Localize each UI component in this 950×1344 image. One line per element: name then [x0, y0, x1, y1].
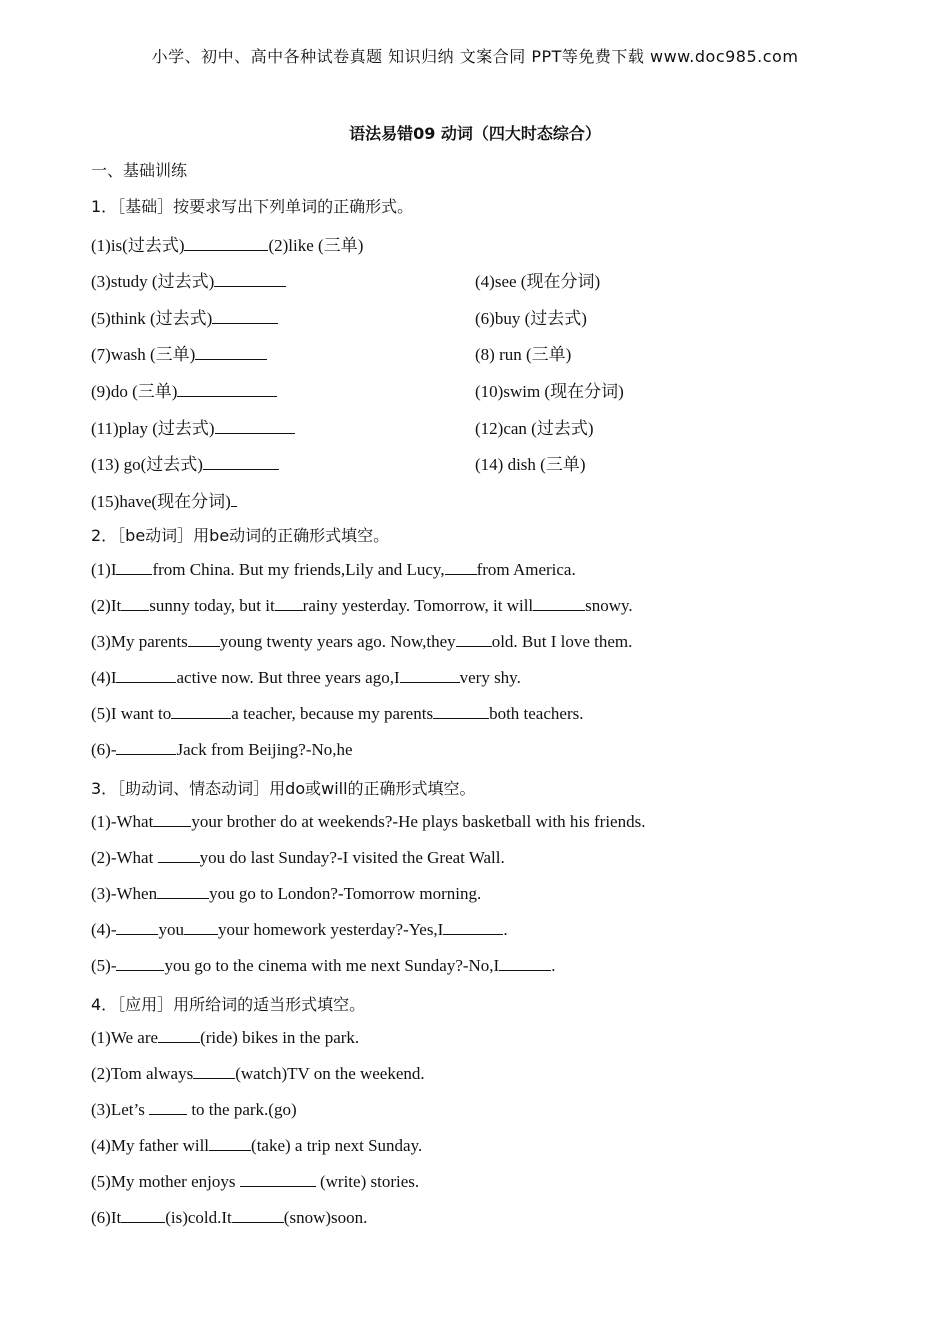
answer-blank[interactable]	[116, 560, 152, 575]
answer-blank[interactable]	[215, 419, 295, 434]
q1-item-3: (3)study (过去式)	[91, 272, 215, 291]
q2-sentence-5: (5)I want to a teacher, because my parents both teachers.	[91, 704, 584, 723]
q2-sentence-4: (4)I active now. But three years ago,I very shy.	[91, 668, 521, 687]
answer-blank[interactable]	[177, 382, 277, 397]
page-header: 小学、初中、高中各种试卷真题 知识归纳 文案合同 PPT等免费下载 www.doc985.com	[151, 47, 799, 66]
q1-item-7: (7)wash (三单)	[91, 345, 196, 364]
q1-item-9: (9)do (三单)	[91, 382, 178, 401]
q1-item-4: (4)see (现在分词)	[475, 272, 601, 291]
q2-sentence-6: (6)- Jack from Beijing?-No,he	[91, 740, 353, 759]
q4-sentence-3: (3)Let’s to the park.(go)	[91, 1100, 297, 1119]
q4-heading: 4．［应用］用所给词的适当形式填空。	[91, 995, 366, 1014]
answer-blank[interactable]	[240, 1172, 316, 1187]
q1-item-2: (2)like (三单)	[268, 236, 364, 255]
q1-item-15-line	[91, 487, 237, 512]
answer-blank[interactable]	[232, 1208, 284, 1223]
answer-blank[interactable]	[149, 1100, 187, 1115]
answer-blank[interactable]	[116, 956, 164, 971]
answer-blank[interactable]	[193, 1064, 235, 1079]
q4-sentence-6: (6)It (is)cold.It (snow)soon.	[91, 1208, 368, 1227]
answer-blank[interactable]	[433, 704, 489, 719]
q3-sentence-4: (4)- you your homework yesterday?-Yes,I .	[91, 920, 508, 939]
answer-blank[interactable]	[184, 920, 218, 935]
q1-item-12: (12)can (过去式)	[475, 419, 594, 438]
q4-sentence-1: (1)We are (ride) bikes in the park.	[91, 1028, 360, 1047]
answer-blank[interactable]	[171, 704, 231, 719]
q3-sentence-3: (3)-When you go to London?-Tomorrow morning.	[91, 884, 482, 903]
q3-heading: 3．［助动词、情态动词］用do或will的正确形式填空。	[91, 779, 476, 798]
answer-blank[interactable]	[231, 492, 237, 507]
q1-item-5: (5)think (过去式)	[91, 309, 213, 328]
q4-sentence-2: (2)Tom always (watch)TV on the weekend.	[91, 1064, 425, 1083]
answer-blank[interactable]	[184, 236, 268, 251]
q3-sentence-1: (1)-What your brother do at weekends?-He plays basketball with his friends.	[91, 812, 646, 831]
answer-blank[interactable]	[188, 632, 220, 647]
q2-sentence-1: (1)I from China. But my friends,Lily and Lucy, from America.	[91, 560, 576, 579]
q4-sentence-4: (4)My father will (take) a trip next Sunday.	[91, 1136, 423, 1155]
q1-item-11: (11)play (过去式)	[91, 419, 215, 438]
q1-item-7-line	[91, 340, 267, 365]
q1-item-8: (8) run (三单)	[475, 345, 572, 364]
q2-sentence-2: (2)It sunny today, but it rainy yesterday. Tomorrow, it will snowy.	[91, 596, 633, 615]
answer-blank[interactable]	[445, 560, 477, 575]
q2-heading: 2．［be动词］用be动词的正确形式填空。	[91, 526, 390, 545]
q1-item-13-line	[91, 450, 279, 475]
q1-item-6: (6)buy (过去式)	[475, 309, 587, 328]
answer-blank[interactable]	[212, 309, 278, 324]
answer-blank[interactable]	[116, 920, 158, 935]
answer-blank[interactable]	[214, 272, 286, 287]
q1-row-1	[91, 231, 363, 256]
answer-blank[interactable]	[158, 1028, 200, 1043]
q1-item-3-line	[91, 267, 286, 292]
q1-item-11-line	[91, 414, 295, 439]
q3-sentence-2: (2)-What you do last Sunday?-I visited the Great Wall.	[91, 848, 505, 867]
section-heading: 一、基础训练	[91, 161, 188, 180]
answer-blank[interactable]	[499, 956, 551, 971]
answer-blank[interactable]	[157, 884, 209, 899]
answer-blank[interactable]	[275, 596, 303, 611]
q1-item-1: (1)is(过去式)	[91, 236, 185, 255]
q3-sentence-5: (5)- you go to the cinema with me next Sunday?-No,I .	[91, 956, 556, 975]
answer-blank[interactable]	[153, 812, 191, 827]
q1-item-14: (14) dish (三单)	[475, 455, 586, 474]
answer-blank[interactable]	[195, 345, 267, 360]
q1-item-15: (15)have(现在分词)	[91, 492, 231, 511]
answer-blank[interactable]	[121, 596, 149, 611]
answer-blank[interactable]	[203, 455, 279, 470]
q1-heading: 1．［基础］按要求写出下列单词的正确形式。	[91, 197, 414, 216]
answer-blank[interactable]	[116, 740, 176, 755]
q4-sentence-5: (5)My mother enjoys (write) stories.	[91, 1172, 420, 1191]
q1-item-10: (10)swim (现在分词)	[475, 382, 624, 401]
answer-blank[interactable]	[116, 668, 176, 683]
q1-item-5-line	[91, 304, 278, 329]
q2-sentence-3: (3)My parents young twenty years ago. Now,they old. But I love them.	[91, 632, 633, 651]
answer-blank[interactable]	[209, 1136, 251, 1151]
answer-blank[interactable]	[443, 920, 503, 935]
answer-blank[interactable]	[158, 848, 200, 863]
answer-blank[interactable]	[533, 596, 585, 611]
q1-item-13: (13) go(过去式)	[91, 455, 203, 474]
answer-blank[interactable]	[456, 632, 492, 647]
answer-blank[interactable]	[121, 1208, 165, 1223]
page-title: 语法易错09 动词（四大时态综合）	[349, 124, 601, 143]
q1-item-9-line	[91, 377, 277, 402]
answer-blank[interactable]	[400, 668, 460, 683]
